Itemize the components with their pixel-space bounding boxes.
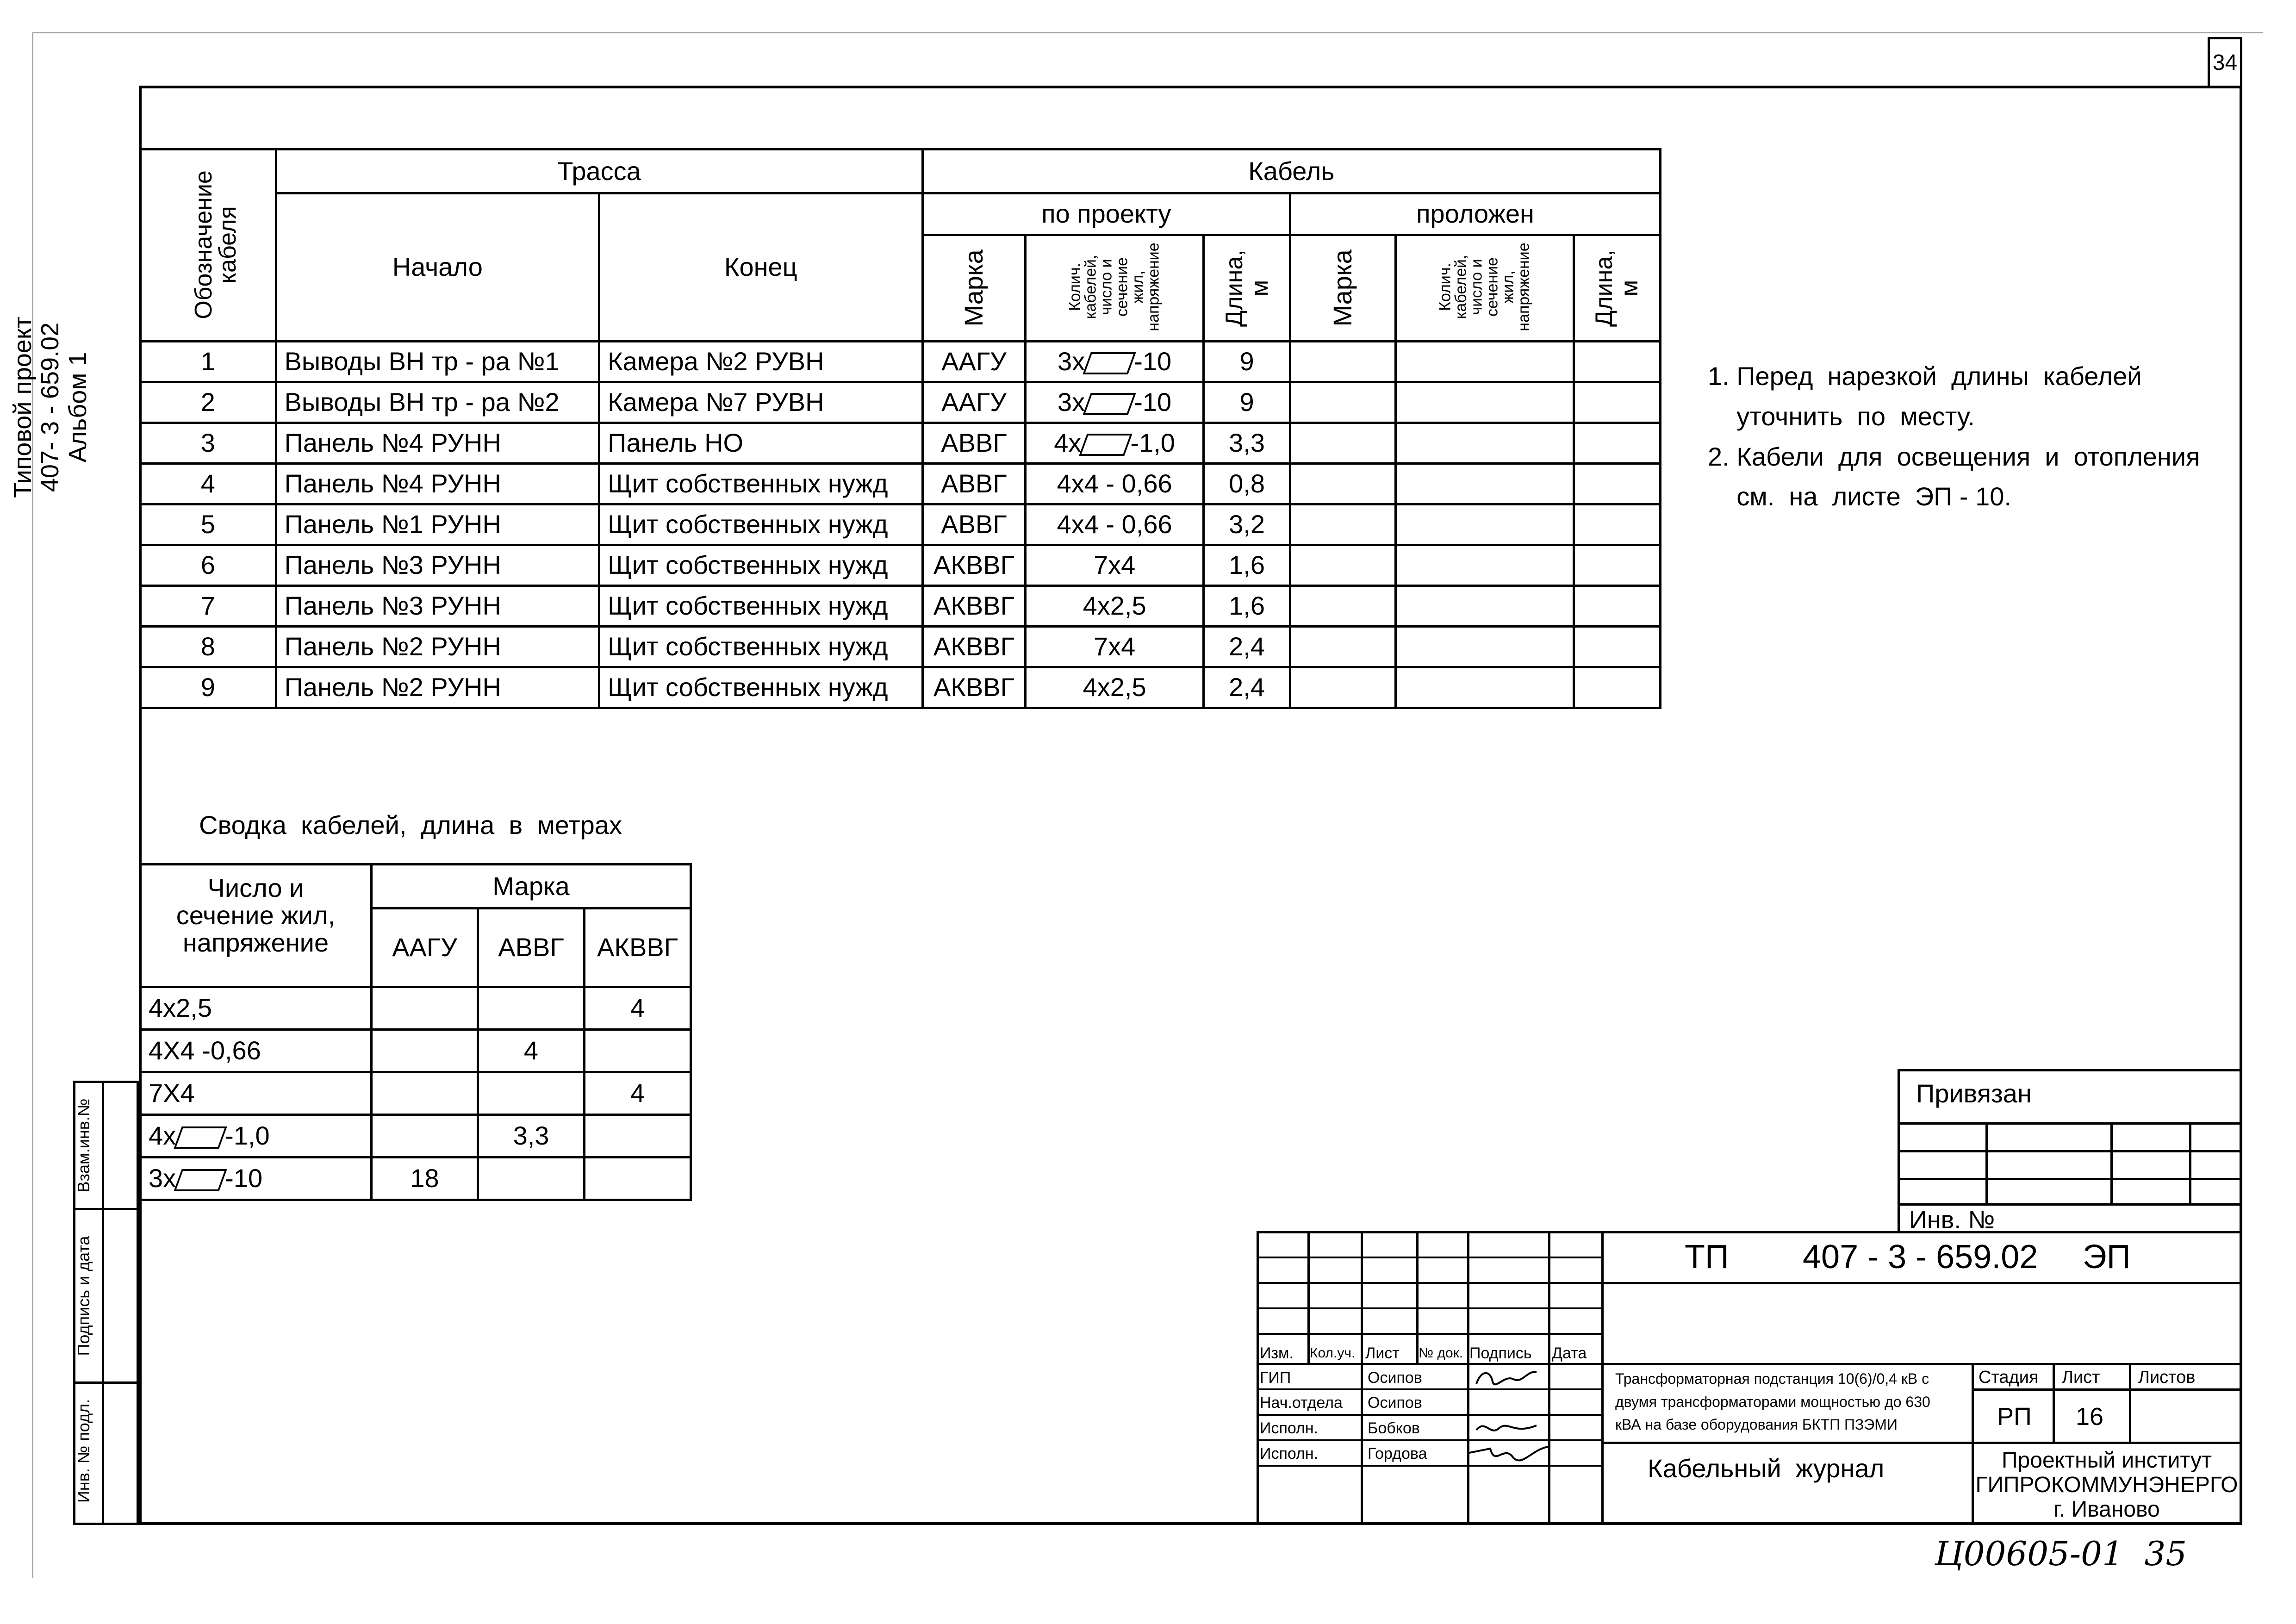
left-margin-podpis: Подпись и дата <box>74 1236 93 1356</box>
cell-designation: 5 <box>140 504 276 545</box>
tb-sheet: 16 <box>2076 1403 2104 1431</box>
outer-trim-line-left <box>32 32 33 1578</box>
signature-2 <box>1472 1416 1541 1439</box>
summary-cell-akvvg: 4 <box>585 987 691 1030</box>
tb-description: Трансформаторная подстанция 10(6)/0,4 кВ с двумя трансформаторами мощностью до 630 кВА на базе оборудования БКТП ПЗЭМИ <box>1615 1370 1930 1433</box>
inv-no-label: Инв. № <box>1909 1206 1995 1234</box>
cell-laid-brand <box>1290 382 1396 423</box>
tb-line <box>1257 1363 1601 1365</box>
table-row <box>140 423 1661 464</box>
table-row <box>140 545 1661 586</box>
cell-laid-qty <box>1395 504 1574 545</box>
left-margin-split <box>102 1081 104 1525</box>
cell-laid-length <box>1574 667 1660 708</box>
summary-cell-akvvg <box>585 1115 691 1157</box>
summary-cell-aagu: 18 <box>372 1157 478 1200</box>
cell-start: Панель №1 РУНН <box>276 504 599 545</box>
cell-length: 9 <box>1203 382 1290 423</box>
doc-code-num: 407 - 3 - 659.02 <box>1803 1238 2038 1276</box>
left-margin-vzam: Взам.инв.№ <box>74 1098 93 1193</box>
cell-laid-length <box>1574 342 1660 382</box>
summary-row-label: 4Х4 -0,66 <box>140 1030 372 1072</box>
cell-laid-qty <box>1395 382 1574 423</box>
cell-length: 3,2 <box>1203 504 1290 545</box>
cell-brand: АКВВГ <box>922 667 1026 708</box>
cell-designation: 2 <box>140 382 276 423</box>
header-brand-project: Марка <box>922 235 1026 342</box>
header-length-project: Длина, м <box>1203 235 1290 342</box>
signature-3 <box>1462 1439 1555 1472</box>
summary-cell-aagu <box>372 1030 478 1072</box>
tb-line <box>1257 1414 1601 1416</box>
cell-laid-brand <box>1290 545 1396 586</box>
doc-code-tp: ТП <box>1685 1238 1729 1276</box>
cell-designation: 8 <box>140 627 276 667</box>
summary-brand: АКВВГ <box>585 908 691 987</box>
cell-length: 3,3 <box>1203 423 1290 464</box>
cell-end: Щит собственных нужд <box>599 667 923 708</box>
summary-cell-avvg: 3,3 <box>478 1115 585 1157</box>
tb-name: Бобков <box>1368 1419 1420 1437</box>
cell-brand: ААГУ <box>922 342 1026 382</box>
summary-row-label: 4х -1,0 <box>140 1115 372 1157</box>
cell-laid-qty <box>1395 423 1574 464</box>
tb-line <box>1257 1257 1601 1258</box>
table-row <box>140 464 1661 504</box>
cell-start: Панель №2 РУНН <box>276 667 599 708</box>
tb-col-kol: Кол.уч. <box>1310 1345 1356 1361</box>
cell-qty: 3х -10 <box>1026 342 1204 382</box>
header-designation: Обозначение кабеля <box>140 149 276 342</box>
note-line: см. на листе ЭП - 10. <box>1708 482 2011 511</box>
sheet-number: 34 <box>2212 50 2238 75</box>
cell-end: Камера №7 РУВН <box>599 382 923 423</box>
cell-brand: ААГУ <box>922 382 1026 423</box>
sheet-number-box <box>2208 37 2242 86</box>
header-qty-laid: Колич. кабелей, число и сечение жил, напряжение <box>1395 235 1574 342</box>
tb-line <box>1257 1307 1601 1309</box>
summary-cell-aagu <box>372 1072 478 1115</box>
tb-line <box>2129 1363 2131 1442</box>
tb-role: Исполн. <box>1260 1445 1319 1462</box>
summary-row-label: 3х -10 <box>140 1157 372 1200</box>
tb-role: Исполн. <box>1260 1419 1319 1437</box>
header-brand-laid: Марка <box>1290 235 1396 342</box>
cell-qty: 4х2,5 <box>1026 586 1204 627</box>
tb-line <box>1601 1442 2242 1444</box>
cell-end: Щит собственных нужд <box>599 627 923 667</box>
summary-brand-header: Марка <box>372 865 691 908</box>
summary-row-label: 7Х4 <box>140 1072 372 1115</box>
side-stamp-line2: 407- 3 - 659.02 <box>36 322 64 492</box>
cell-brand: АКВВГ <box>922 627 1026 667</box>
summary-cell-avvg <box>478 1157 585 1200</box>
left-margin-inv: Инв. № подл. <box>74 1399 93 1503</box>
cell-brand: АВВГ <box>922 464 1026 504</box>
cell-laid-brand <box>1290 627 1396 667</box>
summary-cell-avvg <box>478 1072 585 1115</box>
tb-line <box>1601 1231 1604 1525</box>
cell-laid-brand <box>1290 586 1396 627</box>
cell-start: Панель №2 РУНН <box>276 627 599 667</box>
summary-cell-avvg: 4 <box>478 1030 585 1072</box>
cell-length: 2,4 <box>1203 667 1290 708</box>
side-stamp-line3: Альбом 1 <box>63 352 92 463</box>
cell-end: Щит собственных нужд <box>599 545 923 586</box>
tb-line <box>1257 1282 1601 1284</box>
summary-brand: АВВГ <box>478 908 585 987</box>
cell-laid-length <box>1574 504 1660 545</box>
cell-start: Выводы ВН тр - ра №1 <box>276 342 599 382</box>
cell-length: 2,4 <box>1203 627 1290 667</box>
header-length-laid: Длина, м <box>1574 235 1660 342</box>
cell-laid-brand <box>1290 342 1396 382</box>
cell-laid-qty <box>1395 464 1574 504</box>
tb-organization: Проектный институт ГИПРОКОММУНЭНЕРГО г. Иваново <box>1975 1448 2238 1522</box>
cell-designation: 7 <box>140 586 276 627</box>
cell-laid-length <box>1574 586 1660 627</box>
cell-length: 0,8 <box>1203 464 1290 504</box>
cell-start: Панель №3 РУНН <box>276 586 599 627</box>
summary-cell-aagu <box>372 1115 478 1157</box>
summary-cell-akvvg <box>585 1030 691 1072</box>
header-laid: проложен <box>1290 193 1661 235</box>
tb-line <box>2110 1122 2113 1206</box>
cell-laid-length <box>1574 627 1660 667</box>
cell-laid-brand <box>1290 423 1396 464</box>
tb-doc-name: Кабельный журнал <box>1648 1454 1885 1483</box>
cable-section-symbol-icon <box>174 1126 227 1149</box>
cell-qty: 7х4 <box>1026 627 1204 667</box>
tb-col-podpis: Подпись <box>1469 1344 1532 1362</box>
header-by-project: по проекту <box>922 193 1290 235</box>
tb-role: Нач.отдела <box>1260 1394 1343 1412</box>
summary-brand: ААГУ <box>372 908 478 987</box>
header-qty-project: Колич. кабелей, число и сечение жил, напряжение <box>1026 235 1204 342</box>
cell-qty: 7х4 <box>1026 545 1204 586</box>
tb-stage-label: Стадия <box>1979 1368 2039 1387</box>
cell-designation: 1 <box>140 342 276 382</box>
table-row <box>140 586 1661 627</box>
summary-row <box>140 1157 691 1200</box>
tb-col-izm: Изм. <box>1260 1344 1294 1362</box>
table-row <box>140 342 1661 382</box>
note-line: уточнить по месту. <box>1708 401 1975 431</box>
cell-laid-qty <box>1395 586 1574 627</box>
cell-end: Камера №2 РУВН <box>599 342 923 382</box>
cell-laid-brand <box>1290 667 1396 708</box>
cell-qty: 4х4 - 0,66 <box>1026 464 1204 504</box>
cell-laid-qty <box>1395 627 1574 667</box>
cell-laid-length <box>1574 545 1660 586</box>
cable-section-symbol-icon <box>1083 393 1136 415</box>
summary-cell-akvvg: 4 <box>585 1072 691 1115</box>
summary-cell-avvg <box>478 987 585 1030</box>
cell-start: Выводы ВН тр - ра №2 <box>276 382 599 423</box>
header-cable: Кабель <box>922 149 1660 193</box>
cell-laid-qty <box>1395 667 1574 708</box>
doc-code-ep: ЭП <box>2083 1238 2131 1276</box>
tb-line <box>1601 1363 2242 1365</box>
tb-stage: РП <box>1997 1403 2032 1431</box>
cell-brand: АКВВГ <box>922 545 1026 586</box>
cable-section-symbol-icon <box>1083 352 1136 374</box>
cell-laid-length <box>1574 423 1660 464</box>
summary-row <box>140 1030 691 1072</box>
tb-line <box>1972 1388 2242 1391</box>
cell-qty: 3х -10 <box>1026 382 1204 423</box>
cell-length: 9 <box>1203 342 1290 382</box>
tb-name: Гордова <box>1368 1445 1427 1462</box>
tb-line <box>2053 1363 2055 1442</box>
handwritten-code: Ц00605-01 35 <box>1935 1534 2187 1573</box>
tb-name: Осипов <box>1368 1369 1422 1387</box>
summary-cell-aagu <box>372 987 478 1030</box>
note-line: 1. Перед нарезкой длины кабелей <box>1708 361 2142 391</box>
tb-col-data: Дата <box>1552 1344 1587 1362</box>
header-end: Конец <box>599 193 923 342</box>
cell-laid-qty <box>1395 545 1574 586</box>
cell-start: Панель №3 РУНН <box>276 545 599 586</box>
cell-end: Щит собственных нужд <box>599 504 923 545</box>
table-row <box>140 382 1661 423</box>
summary-row <box>140 1115 691 1157</box>
cell-brand: АКВВГ <box>922 586 1026 627</box>
table-row <box>140 504 1661 545</box>
tb-col-list: Лист <box>1365 1344 1400 1362</box>
tb-line <box>1467 1231 1469 1525</box>
tb-line <box>1257 1388 1601 1390</box>
summary-cell-akvvg <box>585 1157 691 1200</box>
cell-end: Щит собственных нужд <box>599 464 923 504</box>
summary-col-header: Число и сечение жил, напряжение <box>140 865 372 987</box>
summary-table <box>139 863 692 1201</box>
cell-laid-length <box>1574 382 1660 423</box>
tb-col-doc: № док. <box>1419 1345 1463 1361</box>
tb-role: ГИП <box>1260 1369 1291 1387</box>
note-line: 2. Кабели для освещения и отопления <box>1708 442 2200 471</box>
cell-qty: 4х4 - 0,66 <box>1026 504 1204 545</box>
header-start: Начало <box>276 193 599 342</box>
cell-designation: 3 <box>140 423 276 464</box>
tb-sheet-label: Лист <box>2062 1368 2100 1387</box>
header-route: Трасса <box>276 149 922 193</box>
table-row <box>140 667 1661 708</box>
cell-length: 1,6 <box>1203 545 1290 586</box>
tb-line <box>1548 1231 1550 1525</box>
tb-line <box>1601 1282 2242 1284</box>
cell-start: Панель №4 РУНН <box>276 423 599 464</box>
cable-section-symbol-icon <box>1079 434 1132 456</box>
summary-row <box>140 1072 691 1115</box>
cell-qty: 4х2,5 <box>1026 667 1204 708</box>
cell-laid-qty <box>1395 342 1574 382</box>
cell-end: Панель НО <box>599 423 923 464</box>
side-stamp-line1: Типовой проект <box>9 317 37 498</box>
tb-sheets-label: Листов <box>2138 1368 2196 1387</box>
tb-name: Осипов <box>1368 1394 1422 1412</box>
tb-line <box>2189 1122 2191 1206</box>
summary-row <box>140 987 691 1030</box>
summary-row-label: 4х2,5 <box>140 987 372 1030</box>
cell-qty: 4х -1,0 <box>1026 423 1204 464</box>
cell-designation: 4 <box>140 464 276 504</box>
cell-end: Щит собственных нужд <box>599 586 923 627</box>
cable-journal-table <box>139 148 1661 709</box>
tb-line <box>1361 1231 1363 1525</box>
cell-laid-length <box>1574 464 1660 504</box>
cell-designation: 9 <box>140 667 276 708</box>
cell-designation: 6 <box>140 545 276 586</box>
cell-brand: АВВГ <box>922 504 1026 545</box>
side-stamp <box>9 278 120 537</box>
cell-start: Панель №4 РУНН <box>276 464 599 504</box>
privyazan-label: Привязан <box>1916 1079 2032 1108</box>
tb-line <box>1257 1333 1601 1335</box>
signature-1 <box>1472 1365 1541 1393</box>
outer-trim-line <box>32 32 2263 33</box>
cell-length: 1,6 <box>1203 586 1290 627</box>
notes-block <box>1708 356 2200 517</box>
cell-laid-brand <box>1290 504 1396 545</box>
summary-title: Сводка кабелей, длина в метрах <box>199 810 622 840</box>
cell-laid-brand <box>1290 464 1396 504</box>
table-row <box>140 627 1661 667</box>
tb-line <box>1985 1122 1988 1206</box>
cable-section-symbol-icon <box>174 1169 227 1191</box>
cell-brand: АВВГ <box>922 423 1026 464</box>
